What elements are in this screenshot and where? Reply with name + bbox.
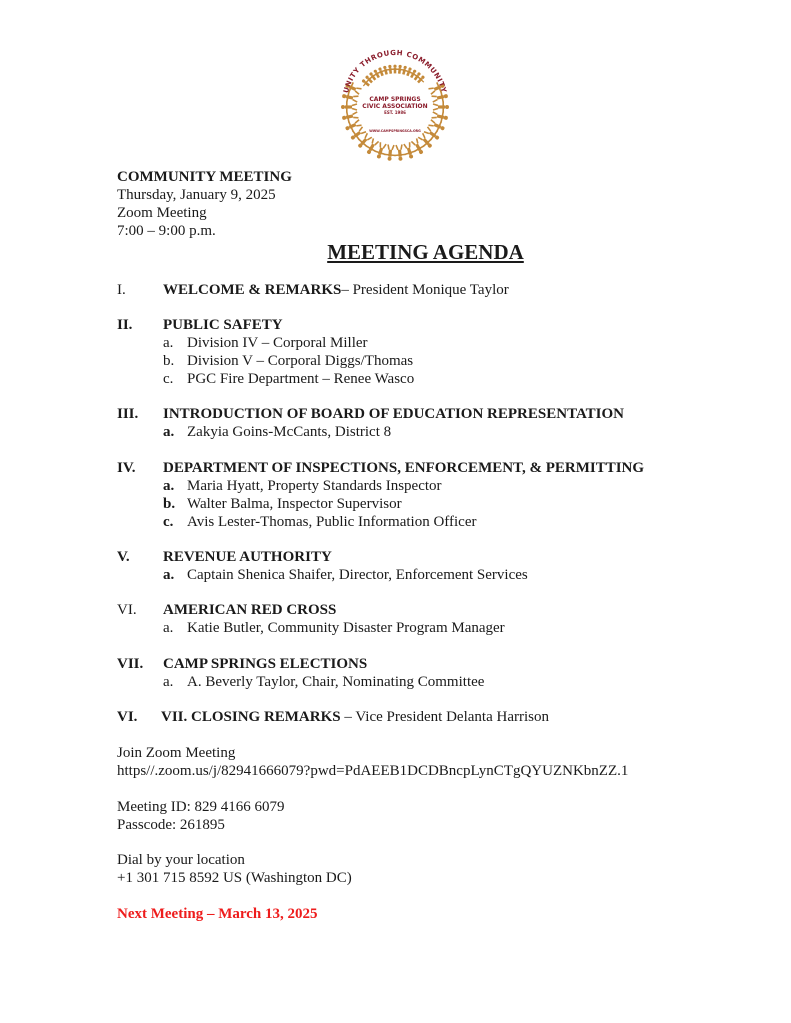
list-item: b. Walter Balma, Inspector Supervisor bbox=[163, 496, 402, 512]
list-item: c. PGC Fire Department – Renee Wasco bbox=[163, 371, 415, 387]
agenda-section-3 bbox=[117, 405, 717, 441]
section-numeral: VII. bbox=[117, 656, 144, 672]
section-numeral: VI. bbox=[117, 709, 138, 725]
section-numeral: I. bbox=[117, 282, 126, 298]
logo-figure bbox=[394, 144, 407, 161]
meeting-date: Thursday, January 9, 2025 bbox=[117, 187, 276, 203]
logo-figure bbox=[433, 102, 449, 113]
agenda-section-6 bbox=[117, 601, 717, 637]
agenda-section-1 bbox=[117, 281, 717, 299]
camp-springs-civic-association-logo bbox=[333, 45, 457, 167]
section-heading: INTRODUCTION OF BOARD OF EDUCATION REPRESENTATION bbox=[163, 406, 625, 422]
list-item: b. Division V – Corporal Diggs/Thomas bbox=[163, 353, 414, 369]
meeting-venue: Zoom Meeting bbox=[117, 205, 207, 221]
list-item: c. Avis Lester-Thomas, Public Information Officer bbox=[163, 514, 477, 530]
section-numeral: VI. bbox=[117, 602, 137, 618]
agenda-section-8 bbox=[117, 708, 717, 726]
list-item: a. Captain Shenica Shaifer, Director, Enforcement Services bbox=[163, 567, 528, 583]
logo-figure bbox=[343, 117, 362, 134]
section-numeral: V. bbox=[117, 549, 130, 565]
zoom-dial-number: +1 301 715 8592 US (Washington DC) bbox=[117, 870, 352, 886]
next-meeting-notice: Next Meeting – March 13, 2025 bbox=[117, 906, 318, 922]
zoom-meeting-id: Meeting ID: 829 4166 6079 bbox=[117, 799, 285, 815]
zoom-credentials-block bbox=[117, 798, 284, 834]
zoom-join-label: Join Zoom Meeting bbox=[117, 745, 236, 761]
agenda-section-4 bbox=[117, 459, 717, 531]
zoom-url-link[interactable]: https//.zoom.us/j/82941666079?pwd=PdAEEB1DCDBncpLynCTgQYUZNKbnZZ.1 bbox=[117, 763, 629, 779]
list-item: a. Katie Butler, Community Disaster Program Manager bbox=[163, 620, 505, 636]
section-heading: PUBLIC SAFETY bbox=[163, 317, 283, 333]
logo-arc-text: UNITY THROUGH COMMUNITY bbox=[342, 48, 448, 94]
meeting-title: COMMUNITY MEETING bbox=[117, 169, 292, 185]
section-heading: AMERICAN RED CROSS bbox=[163, 602, 337, 618]
section-heading: VII. CLOSING REMARKS bbox=[161, 709, 341, 725]
zoom-join-block bbox=[117, 744, 628, 780]
list-item: a. Zakyia Goins-McCants, District 8 bbox=[163, 424, 392, 440]
zoom-dial-block bbox=[117, 851, 352, 887]
section-suffix: – Vice President Delanta Harrison bbox=[340, 709, 549, 725]
logo-website: WWW.CAMPSPRINGSCA.ORG bbox=[369, 129, 421, 133]
agenda-section-7 bbox=[117, 655, 717, 691]
list-item: a. A. Beverly Taylor, Chair, Nominating Committee bbox=[163, 674, 485, 690]
section-numeral: II. bbox=[117, 317, 133, 333]
list-item: a. Maria Hyatt, Property Standards Inspector bbox=[163, 478, 442, 494]
meeting-header bbox=[117, 168, 292, 240]
logo-org-line2: CIVIC ASSOCIATION bbox=[362, 103, 428, 110]
logo-org-line1: CAMP SPRINGS bbox=[369, 96, 421, 103]
section-heading: REVENUE AUTHORITY bbox=[163, 549, 332, 565]
section-suffix: – President Monique Taylor bbox=[341, 282, 509, 298]
logo-figure bbox=[341, 102, 357, 113]
section-heading: CAMP SPRINGS ELECTIONS bbox=[163, 656, 368, 672]
list-item: a. Division IV – Corporal Miller bbox=[163, 335, 368, 351]
meeting-time: 7:00 – 9:00 p.m. bbox=[117, 223, 216, 239]
logo-figure bbox=[384, 144, 397, 161]
section-heading: DEPARTMENT OF INSPECTIONS, ENFORCEMENT, & PERMITTING bbox=[163, 460, 645, 476]
agenda-section-2 bbox=[117, 316, 717, 388]
logo-est: EST. 1986 bbox=[384, 110, 406, 115]
section-heading: WELCOME & REMARKS bbox=[163, 282, 342, 298]
agenda-title: MEETING AGENDA bbox=[327, 240, 524, 264]
section-numeral: IV. bbox=[117, 460, 136, 476]
zoom-passcode: Passcode: 261895 bbox=[117, 817, 225, 833]
section-numeral: III. bbox=[117, 406, 139, 422]
zoom-dial-label: Dial by your location bbox=[117, 852, 245, 868]
agenda-section-5 bbox=[117, 548, 717, 584]
